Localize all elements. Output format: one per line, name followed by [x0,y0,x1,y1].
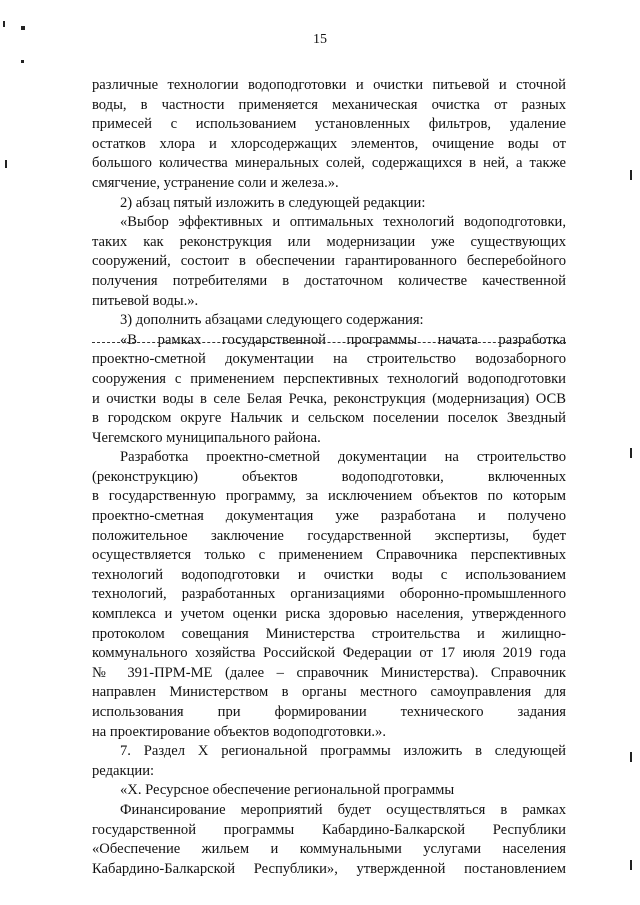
text-line: редакции: [92,762,155,779]
margin-mark [5,160,7,168]
text-line: использования при формировании технического задания [92,704,566,720]
text-line: «X. Ресурсное обеспечение региональной программы [120,782,455,799]
text-line: 7. Раздел X региональной программы изложить в следующей [120,743,566,760]
text-line: питьевой воды.». [92,292,199,309]
text-line: таких как реконструкция или модернизации уже существующих [92,233,566,250]
text-line: проектно-сметной документации на строительство водозаборного [92,351,566,368]
text-line: получения потребителями в достаточном количестве качественной [92,272,566,289]
text-line: (реконструкцию) объектов водоподготовки, включенных [92,468,566,485]
margin-mark [630,752,632,762]
margin-mark [630,860,632,870]
text-line: остатков хлора и хлорсодержащих элементов, очищение воды от [92,135,566,152]
margin-mark [630,448,632,458]
margin-mark [630,170,632,180]
text-line: «В рамках государственной программы начата разработка [92,331,566,351]
text-line: в государственную программу, за исключением объектов по которым [92,488,566,505]
margin-mark [3,21,5,27]
text-line: технологий водоподготовки и очистки воды с использованием [92,566,566,583]
text-line: направлен Министерством в органы местного самоуправления для [92,684,566,701]
text-line: положительное заключение государственной экспертизы, будет [92,527,566,544]
text-line: воды, в частности применяется механическая очистка от разных [92,96,566,113]
text-line: смягчение, устранение соли и железа.». [92,174,339,191]
text-line: технологий, разработанных организациями оборонно-промышленного [92,586,566,603]
text-line: сооружения с применением перспективных технологий водоподготовки [92,370,566,387]
text-line: Чегемского муниципального района. [92,429,321,446]
text-line: большого количества минеральных солей, содержащихся в ней, а также [92,155,566,172]
text-line: Финансирование мероприятий будет осуществляться в рамках [120,801,566,818]
text-line: 2) абзац пятый изложить в следующей редакции: [120,194,426,211]
text-line: протоколом совещания Министерства строительства и жилищно- [92,625,566,642]
text-line: Разработка проектно-сметной документации на строительство [120,449,566,466]
text-line: осуществляется только с применением Справочника перспективных [92,547,566,564]
text-line: сооружений, состоит в обеспечении гарантированного бесперебойного [92,253,566,270]
text-line: «Выбор эффективных и оптимальных технологий водоподготовки, [120,214,566,231]
text-line: проектно-сметная документация уже разработана и получено [92,508,566,525]
dashed-rule [92,342,566,343]
margin-mark [21,26,25,30]
text-line: «Обеспечение жильем и коммунальными услугами населения [92,841,566,858]
text-line: примесей с использованием установленных фильтров, удаление [92,116,566,133]
text-line: на проектирование объектов водоподготовки.». [92,723,386,740]
text-line: различные технологии водоподготовки и очистки питьевой и сточной [92,77,566,93]
text-line: коммунального хозяйства Российской Федерации от 17 июля 2019 года [92,645,566,662]
page-number: 15 [313,32,327,47]
text-line: 3) дополнить абзацами следующего содержания: [120,312,424,329]
text-line: в городском округе Нальчик и сельском поселении поселок Звездный [92,410,566,427]
text-line: и очистки воды в селе Белая Речка, реконструкция (модернизация) ОСВ [92,390,566,407]
text-line: Кабардино-Балкарской Республики», утвержденной постановлением [92,860,566,877]
document-body [92,76,566,879]
margin-mark [21,60,24,63]
text-line: государственной программы Кабардино-Балкарской Республики [92,821,566,838]
text-line: комплекса и учетом оценки риска здоровью населения, утвержденного [92,606,566,623]
text-line: № 391-ПРМ-МЕ (далее – справочник Министерства). Справочник [92,664,566,681]
